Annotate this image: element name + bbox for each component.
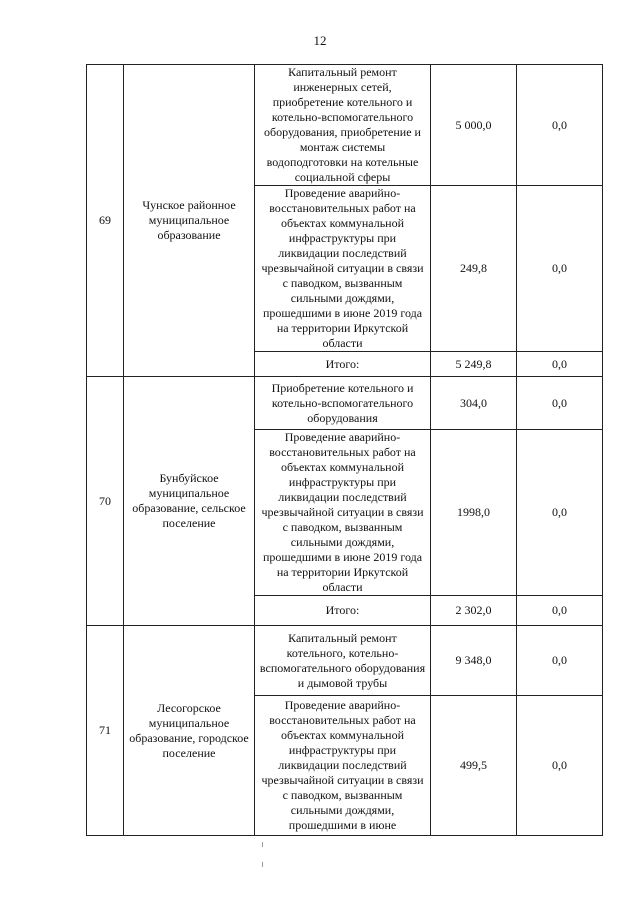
work-description: Капитальный ремонт котельного, котельно-вспомогательного оборудования и дымовой трубы — [255, 626, 431, 696]
amount-value-2: 0,0 — [517, 377, 603, 430]
amount-value: 5 000,0 — [431, 65, 517, 186]
municipality-name: Лесогорское муниципальное образование, городское поселение — [124, 626, 255, 836]
total-label: Итого: — [255, 352, 431, 377]
total-value-2: 0,0 — [517, 352, 603, 377]
total-value: 5 249,8 — [431, 352, 517, 377]
amount-value-2: 0,0 — [517, 430, 603, 596]
table-row — [87, 626, 603, 696]
work-description: Проведение аварийно-восстановительных работ на объектах коммунальной инфраструктуры при ликвидации последствий чрезвычайной ситуации в связи с паводком, вызванным сильными дождями, прошедшими в июне 2019 года на территории Иркутской области — [255, 186, 431, 352]
amount-value-2: 0,0 — [517, 186, 603, 352]
work-description: Проведение аварийно-восстановительных работ на объектах коммунальной инфраструктуры при ликвидации последствий чрезвычайной ситуации в связи с паводком, вызванным сильными дождями, прошедшими в июне 2019 года на территории Иркутской области — [255, 430, 431, 596]
work-description: Приобретение котельного и котельно-вспомогательного оборудования — [255, 377, 431, 430]
table-row — [87, 377, 603, 430]
amount-value: 499,5 — [431, 696, 517, 836]
municipality-name: Бунбуйское муниципальное образование, сельское поселение — [124, 377, 255, 626]
funding-table — [86, 64, 603, 836]
total-value: 2 302,0 — [431, 596, 517, 626]
municipality-name: Чунское районное муниципальное образование — [124, 65, 255, 377]
amount-value-2: 0,0 — [517, 626, 603, 696]
amount-value: 304,0 — [431, 377, 517, 430]
work-description: Капитальный ремонт инженерных сетей, приобретение котельного и котельно-вспомогательного оборудования, приобретение и монтаж системы водоподготовки на котельные социальной сферы — [255, 65, 431, 186]
amount-value: 9 348,0 — [431, 626, 517, 696]
total-value-2: 0,0 — [517, 596, 603, 626]
scan-mark — [262, 842, 263, 847]
amount-value-2: 0,0 — [517, 696, 603, 836]
work-description: Проведение аварийно-восстановительных работ на объектах коммунальной инфраструктуры при ликвидации последствий чрезвычайной ситуации в связи с паводком, вызванным сильными дождями, прошедшими в июне — [255, 696, 431, 836]
amount-value: 1998,0 — [431, 430, 517, 596]
row-number: 70 — [87, 377, 124, 626]
row-number: 69 — [87, 65, 124, 377]
table-row — [87, 65, 603, 186]
row-number: 71 — [87, 626, 124, 836]
scan-mark — [262, 862, 263, 867]
amount-value: 249,8 — [431, 186, 517, 352]
page-number: 12 — [313, 33, 327, 48]
total-label: Итого: — [255, 596, 431, 626]
amount-value-2: 0,0 — [517, 65, 603, 186]
